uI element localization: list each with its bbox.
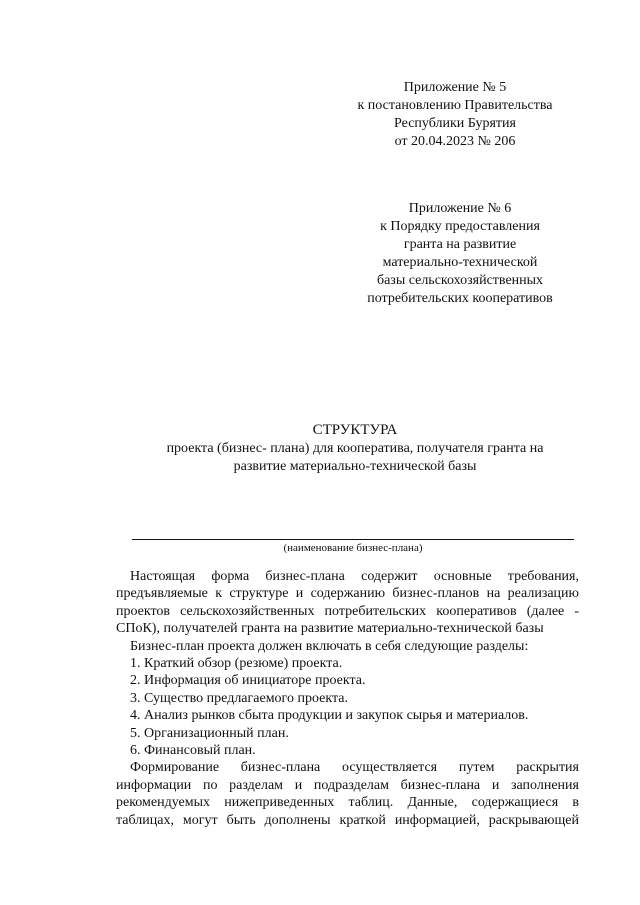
closing-line: таблицах, могут быть дополнены краткой информацией, раскрывающей bbox=[116, 812, 579, 828]
annex-5-header bbox=[345, 79, 565, 151]
closing-line: информации по разделам и подразделам бизнес-плана и заполнения bbox=[116, 777, 579, 793]
section-item: 2. Информация об инициаторе проекта. bbox=[130, 673, 366, 689]
sections-intro: Бизнес-план проекта должен включать в себя следующие разделы: bbox=[130, 638, 529, 654]
intro-line: предъявляемые к структуре и содержанию бизнес-планов на реализацию bbox=[116, 586, 579, 602]
business-plan-name-caption: (наименование бизнес-плана) bbox=[283, 542, 423, 554]
document-title bbox=[120, 421, 590, 476]
section-item: 5. Организационный план. bbox=[130, 725, 289, 741]
annex-5-line: к постановлению Правительства bbox=[357, 98, 553, 113]
intro-line: Настоящая форма бизнес-плана содержит основные требования, bbox=[130, 569, 579, 584]
body-text bbox=[116, 568, 579, 829]
annex-6-line: базы сельскохозяйственных bbox=[376, 273, 544, 288]
annex-6-line: потребительских кооперативов bbox=[367, 291, 553, 306]
section-item: 4. Анализ рынков сбыта продукции и закупок сырья и материалов. bbox=[130, 708, 529, 724]
section-item: 1. Краткий обзор (резюме) проекта. bbox=[130, 656, 343, 672]
annex-6-header bbox=[335, 200, 585, 308]
annex-6-line: Приложение № 6 bbox=[408, 201, 512, 216]
closing-line: рекомендуемых нижеприведенных таблиц. Данные, содержащиеся в bbox=[116, 795, 579, 811]
title-subtitle-line: проекта (бизнес- плана) для кооператива, получателя гранта на bbox=[166, 441, 544, 456]
annex-6-line: материально-технической bbox=[382, 255, 538, 270]
business-plan-name-line bbox=[132, 539, 574, 540]
annex-5-line: Приложение № 5 bbox=[403, 80, 507, 95]
intro-line: СПоК), получателей гранта на развитие материально-технической базы bbox=[116, 621, 544, 637]
annex-6-line: к Порядку предоставления bbox=[380, 219, 540, 234]
intro-line: проектов сельскохозяйственных потребительских кооперативов (далее - bbox=[116, 603, 579, 619]
title-main: СТРУКТУРА bbox=[312, 422, 398, 438]
section-item: 6. Финансовый план. bbox=[130, 743, 256, 759]
title-subtitle-line: развитие материально-технической базы bbox=[233, 459, 477, 474]
closing-line: Формирование бизнес-плана осуществляется путем раскрытия bbox=[130, 760, 579, 776]
annex-5-line: Республики Бурятия bbox=[394, 116, 516, 131]
annex-5-line: от 20.04.2023 № 206 bbox=[394, 134, 516, 149]
section-item: 3. Существо предлагаемого проекта. bbox=[130, 690, 348, 706]
annex-6-line: гранта на развитие bbox=[403, 237, 517, 252]
